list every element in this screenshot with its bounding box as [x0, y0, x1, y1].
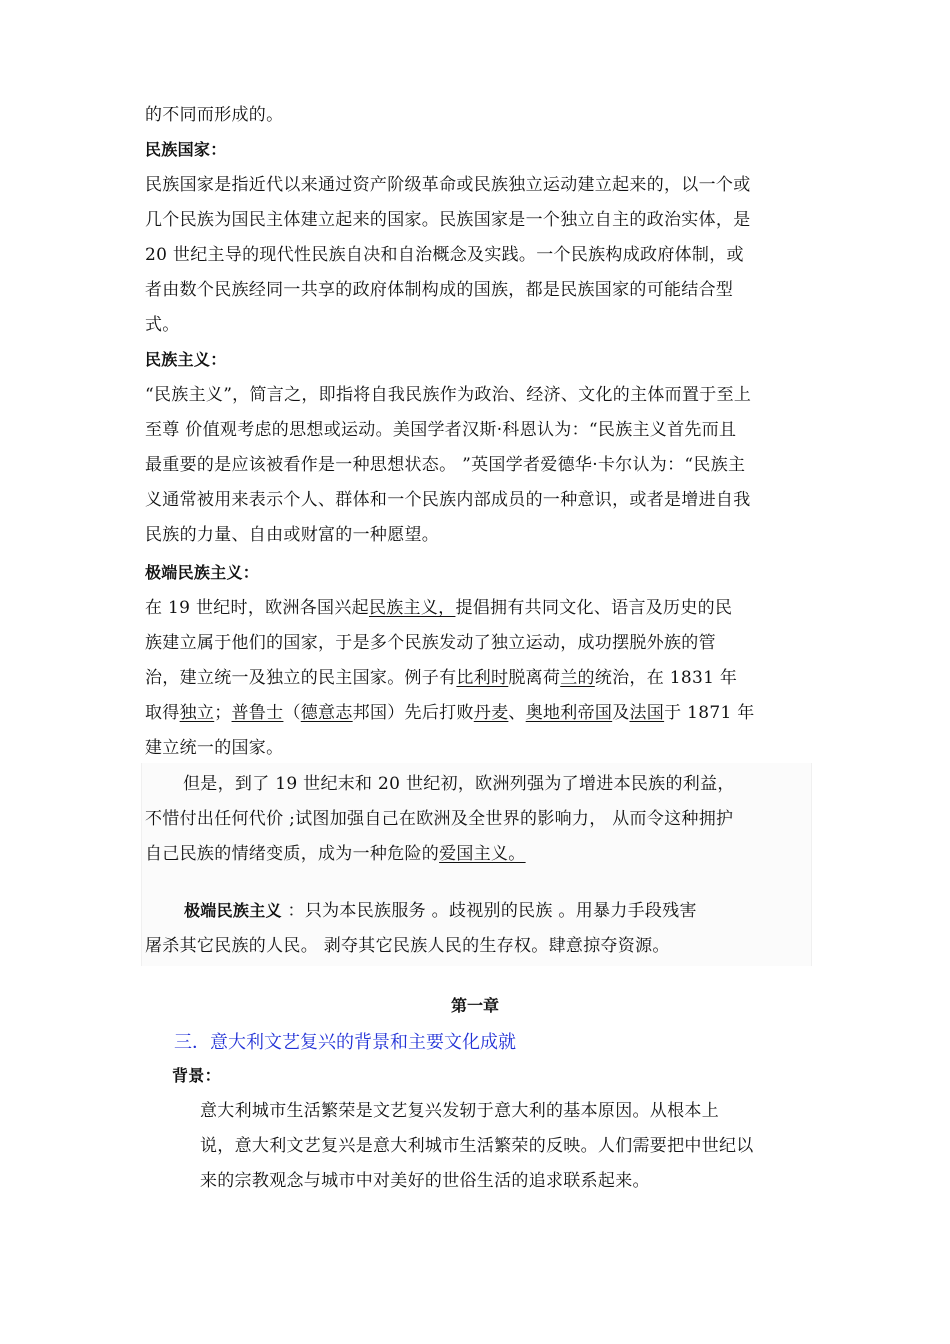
paragraph-line: 20 世纪主导的现代性民族自决和自治概念及实践。一个民族构成政府体制，或: [145, 245, 744, 265]
heading-background: 背景：: [172, 1066, 221, 1085]
link-france[interactable]: 法国: [629, 703, 665, 723]
text-span: 于 1871 年: [664, 703, 755, 723]
paragraph-line: [145, 701, 755, 725]
paragraph-line: 的不同而形成的。: [145, 105, 284, 125]
heading-extreme-nationalism: 极端民族主义：: [145, 563, 260, 582]
text-span: 治，建立统一及独立的民主国家。例子有: [145, 668, 457, 688]
text-span: 提倡拥有共同文化、语言及历史的民: [455, 598, 733, 618]
text-span: 在 19 世纪时，欧洲各国兴起: [145, 598, 369, 618]
paragraph-line: 最重要的是应该被看作是一种思想状态。 ”英国学者爱德华·卡尔认为：“民族主: [145, 455, 746, 475]
paragraph-line: [145, 596, 732, 620]
paragraph-line: 至尊 价值观考虑的思想或运动。美国学者汉斯·科恩认为：“民族主义首先而且: [145, 420, 737, 440]
chapter-title: 第一章: [450, 996, 499, 1015]
paragraph-line: 式。: [145, 315, 180, 335]
heading-nationalism: 民族主义：: [145, 350, 227, 369]
paragraph-line: [145, 842, 526, 866]
paragraph-line: 民族国家是指近代以来通过资产阶级革命或民族独立运动建立起来的，以一个或: [145, 175, 751, 195]
paragraph-line: 建立统一的国家。: [145, 738, 284, 758]
paragraph-line: 者由数个民族经同一共享的政府体制构成的国族，都是民族国家的可能结合型: [145, 280, 734, 300]
paragraph-line: 屠杀其它民族的人民。 剥夺其它民族人民的生存权。肆意掠夺资源。: [145, 936, 670, 956]
text-span: 及: [612, 703, 630, 723]
paragraph-line: “民族主义”，简言之，即指将自我民族作为政治、经济、文化的主体而置于至上: [145, 385, 752, 405]
text-span: 自己民族的情绪变质，成为一种危险的: [145, 844, 440, 864]
link-patriotism[interactable]: 爱国主义。: [439, 844, 526, 864]
heading-nation-state: 民族国家：: [145, 140, 227, 159]
section-title: 三．意大利文艺复兴的背景和主要文化成就: [174, 1032, 516, 1053]
paragraph-line: 来的宗教观念与城市中对美好的世俗生活的追求联系起来。: [200, 1171, 650, 1191]
link-prussia[interactable]: 普鲁士: [231, 703, 284, 723]
paragraph-line: 意大利城市生活繁荣是文艺复兴发轫于意大利的基本原因。从根本上: [200, 1101, 719, 1121]
paragraph-line: [145, 666, 737, 690]
link-independence[interactable]: 独立: [179, 703, 215, 723]
link-austrian-empire[interactable]: 奥地利帝国: [525, 703, 613, 723]
link-nationalism[interactable]: 民族主义，: [368, 598, 456, 618]
paragraph-line: 说，意大利文艺复兴是意大利城市生活繁荣的反映。人们需要把中世纪以: [200, 1136, 754, 1156]
text-span: （: [283, 703, 301, 723]
text-span: 邦国）先后打败: [352, 703, 474, 723]
link-netherlands[interactable]: 兰的: [560, 668, 595, 688]
text-span: ；: [214, 703, 232, 723]
paragraph-line: 几个民族为国民主体建立起来的国家。民族国家是一个独立自主的政治实体，是: [145, 210, 751, 230]
text-span: 、: [508, 703, 526, 723]
link-denmark[interactable]: 丹麦: [473, 703, 509, 723]
text-span: 脱离荷: [508, 668, 561, 688]
term-extreme-nationalism: 极端民族主义: [184, 901, 282, 920]
paragraph-line: 不惜付出任何代价 ;试图加强自己在欧洲及全世界的影响力， 从而令这种拥护: [145, 809, 734, 829]
paragraph-line: [184, 899, 697, 923]
paragraph-line: 但是，到了 19 世纪末和 20 世纪初，欧洲列强为了增进本民族的利益，: [183, 774, 735, 794]
text-span: ：只为本民族服务 。歧视别的民族 。用暴力手段残害: [281, 901, 697, 921]
text-span: 统治，在 1831 年: [594, 668, 738, 688]
text-span: 取得: [145, 703, 180, 723]
link-belgium[interactable]: 比利时: [456, 668, 509, 688]
paragraph-line: 义通常被用来表示个人、群体和一个民族内部成员的一种意识，或者是增进自我: [145, 490, 751, 510]
paragraph-line: 族建立属于他们的国家，于是多个民族发动了独立运动，成功摆脱外族的管: [145, 633, 716, 653]
link-germany[interactable]: 德意志: [300, 703, 353, 723]
paragraph-line: 民族的力量、自由或财富的一种愿望。: [145, 525, 440, 545]
